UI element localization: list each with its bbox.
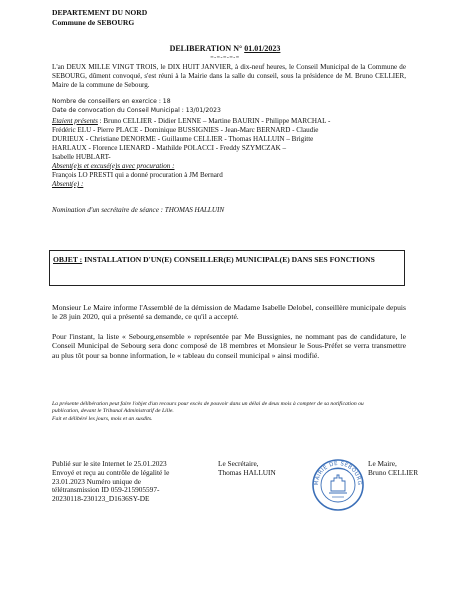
present-line-2: Frédéric ELU - Pierre PLACE - Dominique BUSSIGNIES - Jean-Marc BERNARD - Claudie	[52, 126, 319, 134]
present-line-1	[52, 117, 412, 126]
publication-line-4: télétransmission ID 059-215905597-	[52, 485, 160, 495]
mayor-signature-block	[368, 460, 448, 478]
body-paragraph-2: Pour l'instant, la liste « Sebourg,ensemble » représentée par Me Bussignies, ne nommant pas de candidature, le Conseil Municipal de Sebourg sera donc composé de 18 membres et Monsieur le Sous-Préfet se verra transmettre au plus tôt pour sa bonne information, le « tableau du conseil municipal » ainsi modifié.	[52, 332, 406, 360]
excused-text: François LO PRESTI qui a donné procuration à JM Bernard	[52, 171, 223, 179]
convocation-date: Date de convocation du Conseil Municipal : 13/01/2023	[52, 107, 221, 114]
secretary-title: Le Secrétaire,	[218, 459, 259, 468]
secretary-nomination: Nomination d'un secrétaire de séance : THOMAS HALLUIN	[52, 206, 225, 214]
excused-label: Absent(e)s et excusé(e)s avec procuration :	[52, 162, 175, 170]
intro-paragraph: L'an DEUX MILLE VINGT TROIS, le DIX HUIT JANVIER, à dix-neuf heures, le Conseil Municipal de la Commune de SEBOURG, dûment convoqué, s'est réuni à la Mairie dans la salle du conseil, sous la présidence de M. Bruno CELLIER, Maire de la commune de Sebourg.	[52, 63, 406, 89]
publication-block	[52, 460, 222, 504]
title-separator: =-=-=-=-=	[210, 55, 240, 61]
department-name: DEPARTEMENT DU NORD	[52, 8, 148, 17]
object-text: INSTALLATION D'UN(E) CONSEILLER(E) MUNICIPAL(E) DANS SES FONCTIONS	[82, 255, 375, 264]
legal-notice: La présente délibération peut faire l'objet d'un recours pour excès de pouvoir dans un délai de deux mois à compter de sa notification ou publication, devant le Tribunal Administratif de Lille.	[52, 401, 364, 415]
publication-line-5: 20230118-230123_D1636SY-DE	[52, 494, 150, 504]
publication-line-3: 23.01.2023 Numéro unique de	[52, 476, 141, 486]
stamp-text: MAIRIE DE SEBOURG	[313, 460, 363, 486]
deliberation-title	[0, 44, 450, 53]
object-label: OBJET :	[53, 255, 83, 264]
secretary-signature-block	[218, 460, 298, 478]
present-label: Etaient présents	[52, 117, 98, 125]
secretary-name: Thomas HALLUIN	[218, 467, 276, 477]
present-line-3: DURIEUX - Christiane DENORME - Guillaume CELLIER - Thomas HALLUIN – Brigitte	[52, 135, 314, 143]
present-line-4: HARLAUX - Florence LIENARD - Mathilde POLACCI - Freddy SZYMCZAK –	[52, 144, 287, 152]
deliberation-prefix: DELIBERATION N°	[169, 44, 243, 53]
publication-line-2: Envoyé et reçu au contrôle de légalité le	[52, 467, 170, 477]
legal-done: Fait et délibéré les jours, mois et an susdits.	[52, 416, 153, 422]
publication-line-1: Publié sur le site Internet le 25.01.2023	[52, 459, 167, 468]
body-paragraph-1: Monsieur Le Maire informe l'Assemblé de la démission de Madame Isabelle Delobel, conseillère municipale depuis le 28 juin 2020, qui a présenté sa demande, ce qu'il a accepté.	[52, 303, 406, 322]
mairie-stamp-icon	[310, 457, 366, 513]
mayor-name: Bruno CELLIER	[368, 467, 419, 477]
mayor-title: Le Maire,	[368, 459, 397, 468]
present-names-1: : Bruno CELLIER - Didier LENNE – Martine BAURIN - Philippe MARCHAL -	[97, 117, 331, 125]
commune-name: Commune de SEBOURG	[52, 18, 135, 27]
present-line-5: Isabelle HUBLART-	[52, 153, 111, 161]
object-heading	[53, 255, 398, 265]
members-count: Nombre de conseillers en exercice : 18	[52, 98, 171, 105]
object-box	[49, 250, 405, 286]
absent-label: Absent(e) :	[52, 180, 84, 188]
deliberation-number: 01.01/2023	[244, 44, 281, 53]
